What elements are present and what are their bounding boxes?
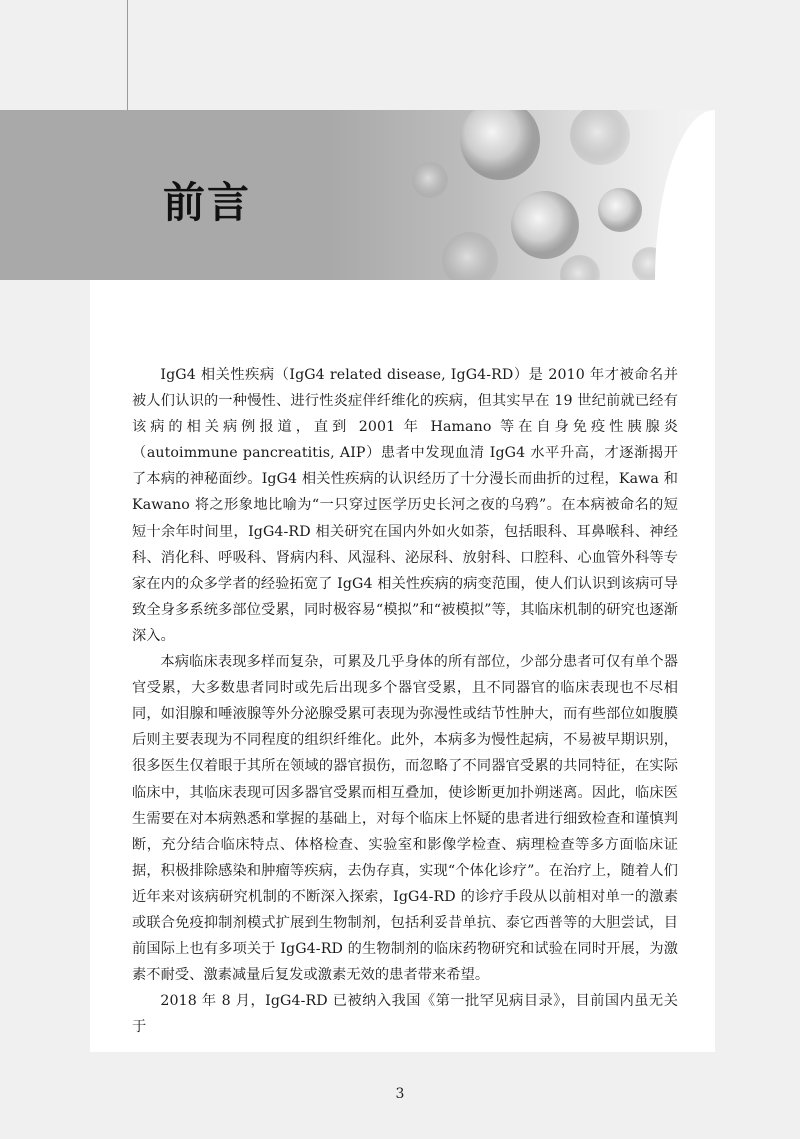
cell-background-image [0,110,715,280]
page-title: 前言 [163,178,252,227]
chapter-header-band [0,110,715,280]
paragraph: 本病临床表现多样而复杂，可累及几乎身体的所有部位，少部分患者可仅有单个器官受累，大多数患者同时或先后出现多个器官受累，且不同器官的临床表现也不尽相同，如泪腺和唾液腺等外分泌腺受累可表现为弥漫性或结节性肿大，而有些部位如腹膜后则主要表现为不同程度的组织纤维化。此外，本病多为慢性起病，不易被早期识别，很多医生仅着眼于其所在领域的器官损伤，而忽略了不同器官受累的共同特征，在实际临床中，其临床表现可因多器官受累而相互叠加，使诊断更加扑朔迷离。因此，临床医生需要在对本病熟悉和掌握的基础上，对每个临床上怀疑的患者进行细致检查和谨慎判断，充分结合临床特点、体格检查、实验室和影像学检查、病理检查等多方面临床证据，积极排除感染和肿瘤等疾病，去伪存真，实现“个体化诊疗”。在治疗上，随着人们近年来对该病研究机制的不断深入探索，IgG4-RD 的诊疗手段从以前相对单一的激素或联合免疫抑制剂模式扩展到生物制剂，包括利妥昔单抗、泰它西普等的大胆尝试，目前国际上也有多项关于 IgG4-RD 的生物制剂的临床药物研究和试验在同时开展，为激素不耐受、激素减量后复发或激素无效的患者带来希望。 [132,654,678,984]
page-number: 3 [395,1086,405,1102]
paragraph: 2018 年 8 月，IgG4-RD 已被纳入我国《第一批罕见病目录》，目前国内虽无关于 [132,993,678,1036]
paragraph: IgG4 相关性疾病（IgG4 related disease, IgG4-RD）是 2010 年才被命名并被人们认识的一种慢性、进行性炎症伴纤维化的疾病，但其实早在 19 世纪前就已经有该病的相关病例报道，直到 2001 年 Hamano 等在自身免疫性胰腺炎（autoimmune pancreatitis, AIP）患者中发现血清 IgG4 水平升高，才逐渐揭开了本病的神秘面纱。IgG4 相关性疾病的认识经历了十分漫长而曲折的过程，Kawa 和 Kawano 将之形象地比喻为“一只穿过医学历史长河之夜的乌鸦”。在本病被命名的短短十余年时间里，IgG4-RD 相关研究在国内外如火如荼，包括眼科、耳鼻喉科、神经科、消化科、呼吸科、肾病内科、风湿科、泌尿科、放射科、口腔科、心血管外科等专家在内的众多学者的经验拓宽了 IgG4 相关性疾病的病变范围，使人们认识到该病可导致全身多系统多部位受累，同时极容易“模拟”和“被模拟”等，其临床机制的研究也逐渐深入。 [132,367,678,644]
body-text [132,362,678,1040]
